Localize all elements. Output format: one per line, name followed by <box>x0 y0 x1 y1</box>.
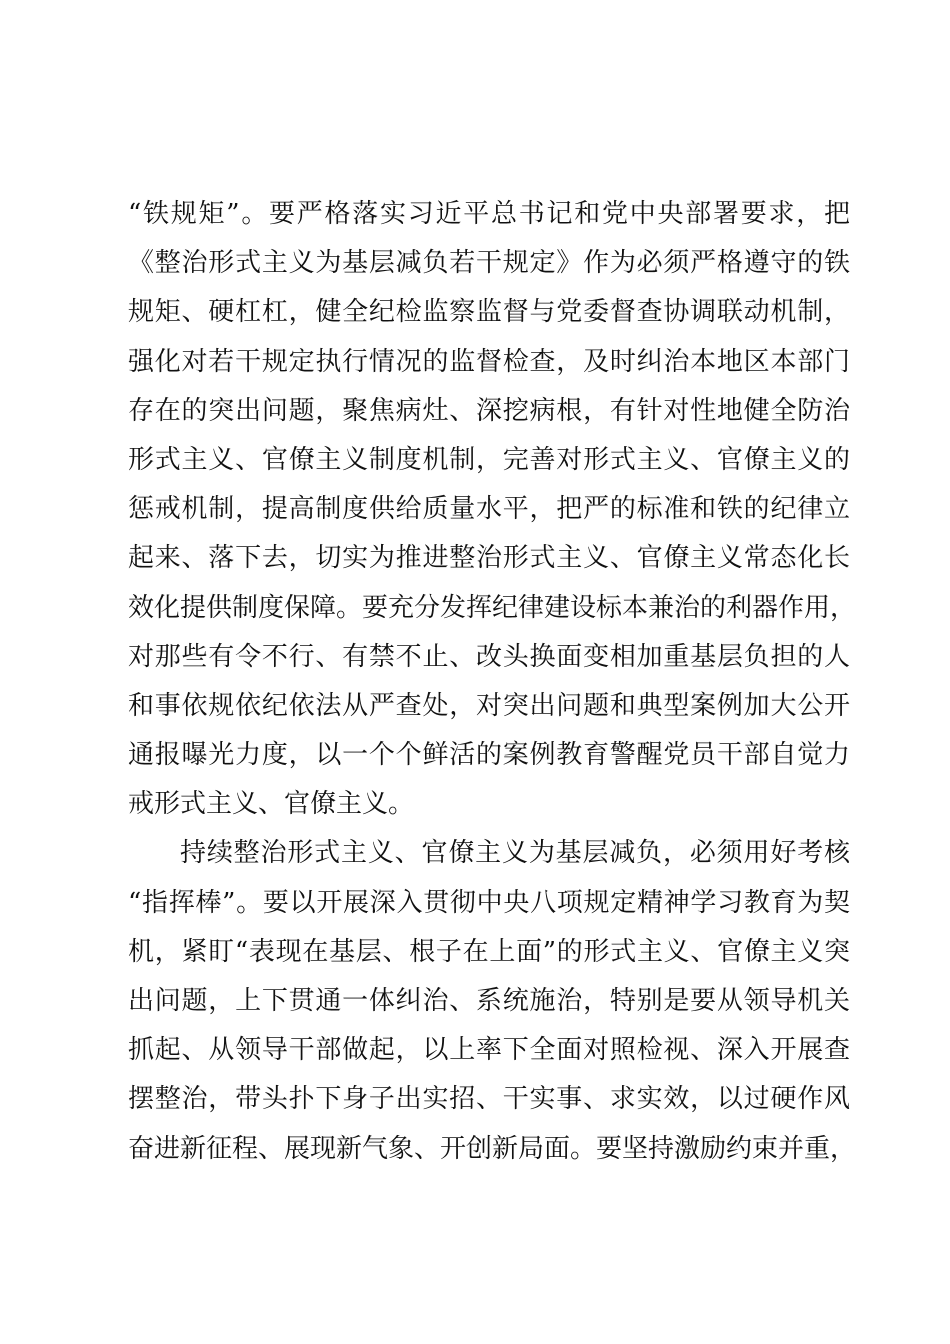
text-line: 形式主义、官僚主义制度机制，完善对形式主义、官僚主义的 <box>128 444 850 475</box>
text-line: 强化对若干规定执行情况的监督检查，及时纠治本地区本部门 <box>128 346 850 377</box>
text-line: 《整治形式主义为基层减负若干规定》作为必须严格遵守的铁 <box>128 248 850 279</box>
text-line: 机，紧盯“表现在基层、根子在上面”的形式主义、官僚主义突 <box>128 936 850 967</box>
body-text <box>128 190 857 1174</box>
text-line: 戒形式主义、官僚主义。 <box>128 789 415 820</box>
text-line: 对那些有令不行、有禁不止、改头换面变相加重基层负担的人 <box>128 641 850 672</box>
text-line: 出问题，上下贯通一体纠治、系统施治，特别是要从领导机关 <box>128 986 850 1016</box>
text-line: 惩戒机制，提高制度供给质量水平，把严的标准和铁的纪律立 <box>128 494 850 525</box>
text-line: 摆整治，带头扑下身子出实招、干实事、求实效，以过硬作风 <box>128 1084 850 1115</box>
text-line: 抓起、从领导干部做起，以上率下全面对照检视、深入开展查 <box>128 1035 850 1066</box>
text-line: 存在的突出问题，聚焦病灶、深挖病根，有针对性地健全防治 <box>128 395 850 426</box>
text-line: “铁规矩”。要严格落实习近平总书记和党中央部署要求，把 <box>128 199 850 229</box>
text-line: “指挥棒”。要以开展深入贯彻中央八项规定精神学习教育为契 <box>128 887 850 918</box>
text-line: 规矩、硬杠杠，健全纪检监察监督与党委督查协调联动机制， <box>128 297 850 328</box>
text-line: 奋进新征程、展现新气象、开创新局面。要坚持激励约束并重， <box>128 1133 857 1164</box>
paragraph-1 <box>128 190 857 829</box>
paragraph-2 <box>128 829 857 1173</box>
text-line: 通报曝光力度，以一个个鲜活的案例教育警醒党员干部自觉力 <box>128 740 850 771</box>
text-line: 持续整治形式主义、官僚主义为基层减负，必须用好考核 <box>180 838 850 869</box>
text-line: 和事依规依纪依法从严查处，对突出问题和典型案例加大公开 <box>128 690 850 721</box>
text-line: 起来、落下去，切实为推进整治形式主义、官僚主义常态化长 <box>128 543 850 574</box>
text-line: 效化提供制度保障。要充分发挥纪律建设标本兼治的利器作用， <box>128 592 857 623</box>
